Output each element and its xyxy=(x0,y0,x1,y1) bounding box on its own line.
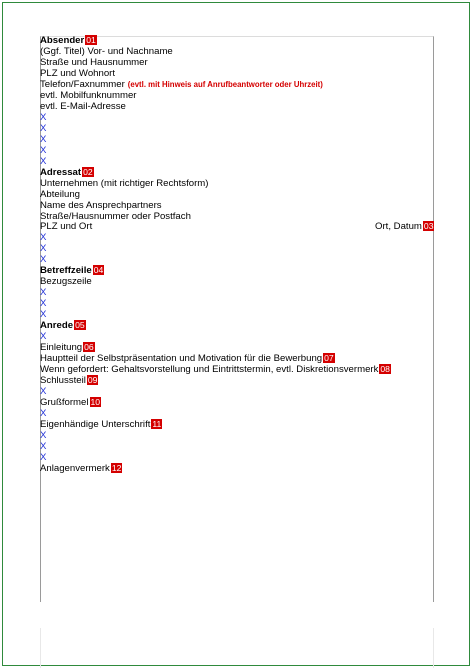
hauptteil: Hauptteil der Selbstpräsentation und Motivation für die Bewerbung 07 xyxy=(40,353,334,364)
phone-note: (evtl. mit Hinweis auf Anrufbeantworter oder Uhrzeit) xyxy=(127,80,323,89)
bezugszeile: Bezugszeile xyxy=(40,276,92,287)
adressat-company: Unternehmen (mit richtiger Rechtsform) xyxy=(40,178,209,189)
placeholder-x: X xyxy=(40,309,47,320)
placeholder-x: X xyxy=(40,441,47,452)
marker-03: 03 xyxy=(423,221,434,231)
unterschrift: Eigenhändige Unterschrift 11 xyxy=(40,419,162,430)
placeholder-x: X xyxy=(40,331,47,342)
placeholder-x: X xyxy=(40,452,47,463)
placeholder-x: X xyxy=(40,287,47,298)
betreff-heading: Betreffzeile 04 xyxy=(40,265,104,276)
placeholder-x: X xyxy=(40,254,47,265)
adressat-heading: Adressat 02 xyxy=(40,167,93,178)
absender-phone: Telefon/Faxnummer (evtl. mit Hinweis auf Anrufbeantworter oder Uhrzeit) xyxy=(40,79,323,90)
next-page-edge xyxy=(40,628,434,668)
marker-10: 10 xyxy=(90,397,101,407)
placeholder-x: X xyxy=(40,386,47,397)
marker-09: 09 xyxy=(87,375,98,385)
marker-07: 07 xyxy=(324,353,334,363)
adressat-department: Abteilung xyxy=(40,189,81,200)
einleitung: Einleitung 06 xyxy=(40,342,94,353)
placeholder-x: X xyxy=(40,145,47,156)
marker-11: 11 xyxy=(152,419,162,429)
marker-06: 06 xyxy=(84,342,94,352)
marker-02: 02 xyxy=(83,167,93,177)
absender-street: Straße und Hausnummer xyxy=(40,57,148,68)
absender-mobile: evtl. Mobilfunknummer xyxy=(40,90,137,101)
marker-04: 04 xyxy=(93,265,104,275)
place-date: Ort, Datum 03 xyxy=(375,221,434,232)
placeholder-x: X xyxy=(40,134,47,145)
marker-12: 12 xyxy=(111,463,122,473)
schlussteil: Schlussteil 09 xyxy=(40,375,98,386)
placeholder-x: X xyxy=(40,408,47,419)
anlagenvermerk: Anlagenvermerk 12 xyxy=(40,463,122,474)
placeholder-x: X xyxy=(40,243,47,254)
placeholder-x: X xyxy=(40,430,47,441)
adressat-city: PLZ und Ort xyxy=(40,221,93,232)
wenn-gefordert: Wenn gefordert: Gehaltsvorstellung und Eintrittstermin, evtl. Diskretionsvermerk 08 xyxy=(40,364,390,375)
absender-email: evtl. E-Mail-Adresse xyxy=(40,101,126,112)
placeholder-x: X xyxy=(40,123,47,134)
marker-08: 08 xyxy=(380,364,390,374)
placeholder-x: X xyxy=(40,112,47,123)
absender-city: PLZ und Wohnort xyxy=(40,68,116,79)
marker-01: 01 xyxy=(86,35,96,45)
placeholder-x: X xyxy=(40,156,47,167)
adressat-street: Straße/Hausnummer oder Postfach xyxy=(40,211,191,222)
anrede-heading: Anrede 05 xyxy=(40,320,85,331)
absender-name: (Ggf. Titel) Vor- und Nachname xyxy=(40,46,173,57)
adressat-contact: Name des Ansprechpartners xyxy=(40,200,162,211)
marker-05: 05 xyxy=(75,320,85,330)
placeholder-x: X xyxy=(40,298,47,309)
grussformel: Grußformel 10 xyxy=(40,397,101,408)
absender-heading: Absender 01 xyxy=(40,35,96,46)
document-page xyxy=(40,36,434,602)
placeholder-x: X xyxy=(40,232,47,243)
